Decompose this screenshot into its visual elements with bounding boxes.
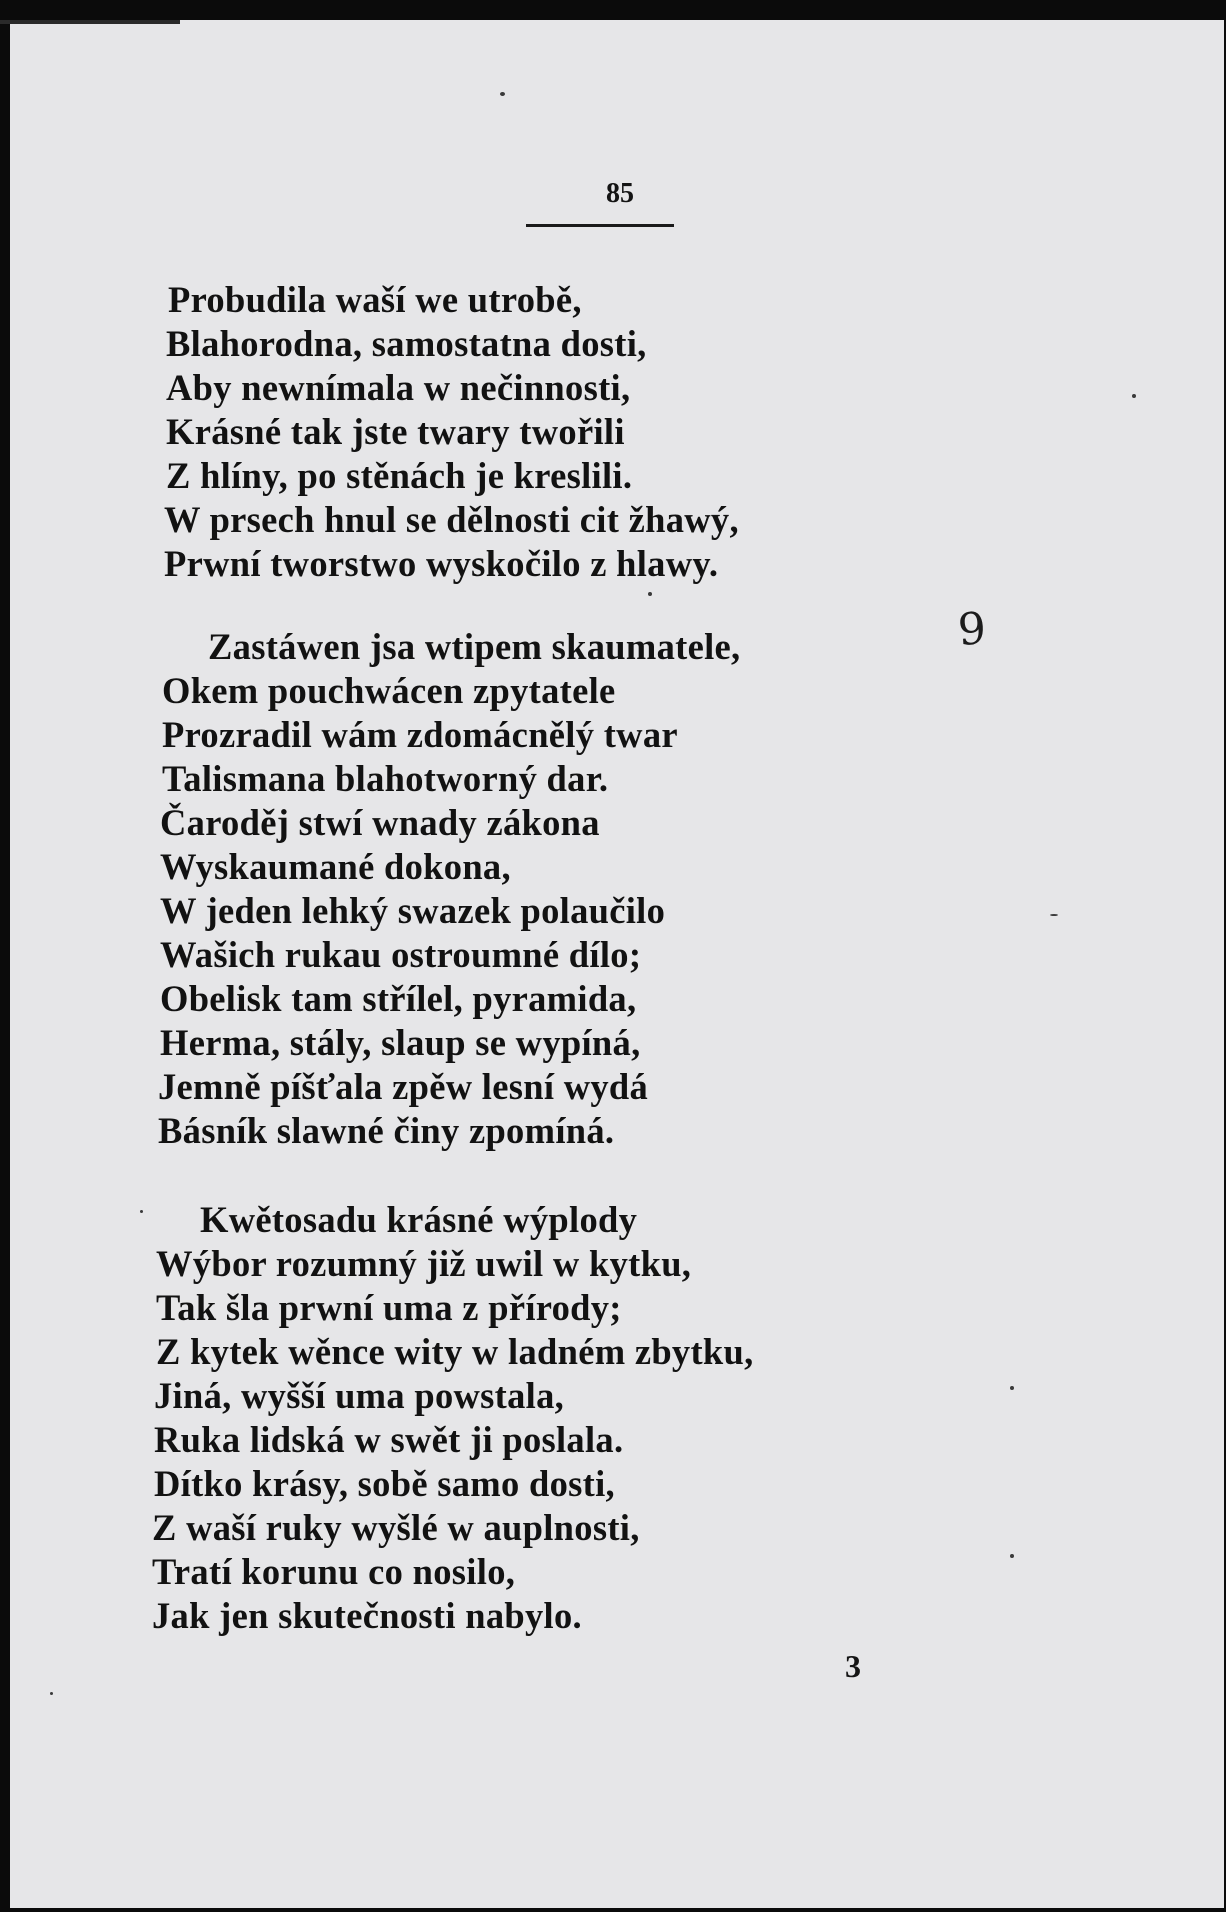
handwritten-annotation: 9	[956, 603, 988, 656]
poem-line: Herma, stály, slaup se wypíná,	[160, 1022, 641, 1063]
poem-line: Z hlíny, po stěnách je kreslili.	[166, 455, 633, 496]
poem-line: Obelisk tam střílel, pyramida,	[160, 978, 637, 1019]
scan-speck	[140, 1210, 143, 1213]
poem-line: Wýbor rozumný již uwil w kytku,	[156, 1243, 692, 1284]
scan-speck	[1010, 1386, 1014, 1390]
poem-line: Tak šla prwní uma z přírody;	[156, 1287, 622, 1328]
poem-line: Talismana blahotworný dar.	[162, 758, 609, 799]
poem-line: Jemně píšťala zpěw lesní wydá	[158, 1066, 649, 1107]
poem-line: Kwětosadu krásné wýplody	[200, 1199, 638, 1240]
poem-line: Zastáwen jsa wtipem skaumatele,	[208, 626, 741, 667]
poem-line: Blahorodna, samostatna dosti,	[166, 323, 647, 364]
scan-speck	[1132, 394, 1136, 398]
poem-line: Z kytek wěnce wity w ladném zbytku,	[156, 1331, 754, 1372]
poem-line: Prwní tworstwo wyskočilo z hlawy.	[164, 543, 719, 584]
poem-line: W prsech hnul se dělnosti cit žhawý,	[164, 499, 739, 540]
poem-line: Básník slawné činy zpomíná.	[158, 1110, 615, 1151]
poem-line: W jeden lehký swazek polaučilo	[160, 890, 666, 931]
poem-line: Jiná, wyšší uma powstala,	[154, 1375, 565, 1416]
poem-line: Jak jen skutečnosti nabylo.	[152, 1595, 582, 1636]
scan-speck	[1050, 914, 1058, 916]
scan-speck	[648, 592, 652, 596]
poem-line: Wyskaumané dokona,	[160, 846, 511, 887]
poem-line: Ruka lidská w swět ji poslala.	[154, 1419, 624, 1460]
poem-line: Čaroděj stwí wnady zákona	[160, 802, 600, 843]
poem-line: Dítko krásy, sobě samo dosti,	[154, 1463, 615, 1504]
poem-line: Aby newnímala w nečinnosti,	[166, 367, 631, 408]
poem-line: Probudila waší we utrobě,	[168, 279, 582, 320]
poem-line: Z waší ruky wyšlé w auplnosti,	[152, 1507, 640, 1548]
scan-speck	[50, 1692, 53, 1695]
signature-mark: 3	[845, 1648, 861, 1684]
scan-speck	[500, 92, 505, 96]
page-number: 85	[606, 178, 634, 209]
poem-line: Wašich rukau ostroumné dílo;	[160, 934, 642, 975]
poem-line: Tratí korunu co nosilo,	[152, 1551, 516, 1592]
poem-line: Krásné tak jste twary twořili	[166, 411, 625, 452]
scan-speck	[1010, 1554, 1014, 1558]
poem-line: Prozradil wám zdomácnělý twar	[162, 714, 678, 755]
poem-line: Okem pouchwácen zpytatele	[162, 670, 616, 711]
